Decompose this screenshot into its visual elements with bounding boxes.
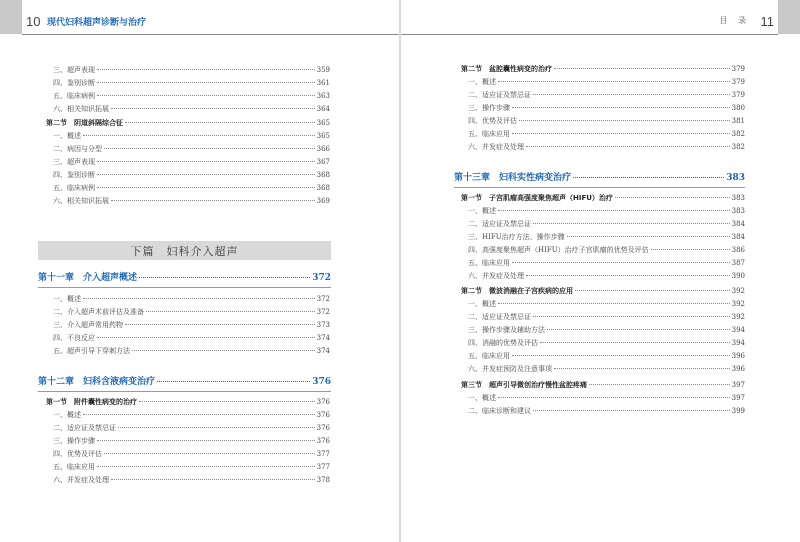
toc-entry[interactable] xyxy=(53,423,330,435)
toc-entry[interactable] xyxy=(53,307,330,319)
toc-entry-title: 六、并发症及处理 xyxy=(53,476,109,484)
toc-entry-title: 五、临床应用 xyxy=(468,259,510,267)
toc-entry-title: 四、鉴别诊断 xyxy=(53,79,95,87)
toc-entry-page: 383 xyxy=(731,207,745,215)
toc-entry[interactable] xyxy=(53,436,330,448)
left-header-rule xyxy=(22,34,399,35)
toc-entry-title: 五、临床应用 xyxy=(468,130,510,138)
toc-entry[interactable] xyxy=(468,206,745,218)
toc-entry-title: 一、概述 xyxy=(53,411,81,419)
toc-dot-leader xyxy=(83,135,315,136)
toc-entry-page: 382 xyxy=(731,143,745,151)
toc-dot-leader xyxy=(83,414,315,415)
toc-entry[interactable] xyxy=(468,129,745,141)
toc-entry-title: 二、介入超声术前评估及准备 xyxy=(53,308,144,316)
toc-chapter-title: 第十一章 介入超声概述 xyxy=(38,273,138,283)
toc-dot-leader xyxy=(575,290,730,291)
toc-dot-leader xyxy=(540,342,730,343)
toc-chapter[interactable] xyxy=(454,170,745,184)
toc-entry-title: 五、临床应用 xyxy=(53,463,95,471)
toc-entry[interactable] xyxy=(468,312,745,324)
toc-entry[interactable] xyxy=(53,65,330,77)
toc-dot-leader xyxy=(498,210,730,211)
right-header-rule xyxy=(401,34,778,35)
part-title: 下篇 妇科介入超声 xyxy=(130,245,239,258)
chapter-rule xyxy=(38,391,331,392)
chapter-rule xyxy=(38,287,331,288)
toc-chapter-title: 第十三章 妇科实性病变治疗 xyxy=(454,173,572,183)
toc-section-page: 383 xyxy=(731,194,745,202)
toc-dot-leader xyxy=(97,69,315,70)
toc-entry[interactable] xyxy=(53,78,330,90)
toc-dot-leader xyxy=(104,148,315,149)
toc-entry-title: 三、超声表现 xyxy=(53,66,95,74)
toc-entry-page: 392 xyxy=(731,313,745,321)
toc-dot-leader xyxy=(533,316,730,317)
toc-dot-leader xyxy=(573,177,724,178)
toc-entry-page: 377 xyxy=(316,450,330,458)
toc-dot-leader xyxy=(519,120,730,121)
toc-entry[interactable] xyxy=(468,325,745,337)
toc-dot-leader xyxy=(157,381,310,382)
toc-dot-leader xyxy=(97,466,315,467)
toc-entry[interactable] xyxy=(53,294,330,306)
running-head: 目 录 xyxy=(719,16,750,25)
toc-dot-leader xyxy=(615,197,730,198)
toc-entry-page: 369 xyxy=(316,197,330,205)
toc-entry-title: 四、高强度聚焦超声（HIFU）治疗子宫肌瘤的优势及评估 xyxy=(468,246,649,254)
toc-entry-page: 368 xyxy=(316,184,330,192)
toc-entry-page: 368 xyxy=(316,171,330,179)
toc-entry[interactable] xyxy=(468,232,745,244)
toc-entry-title: 六、相关知识拓展 xyxy=(53,105,109,113)
toc-dot-leader xyxy=(533,94,730,95)
toc-entry[interactable] xyxy=(53,410,330,422)
toc-dot-leader xyxy=(526,146,730,147)
toc-dot-leader xyxy=(567,236,730,237)
toc-entry-title: 四、消融的优势及评估 xyxy=(468,339,538,347)
toc-entry[interactable] xyxy=(53,333,330,345)
toc-entry[interactable] xyxy=(53,449,330,461)
toc-dot-leader xyxy=(533,223,730,224)
toc-entry[interactable] xyxy=(53,346,330,358)
chapter-rule xyxy=(454,187,745,188)
toc-entry-title: 五、临床病例 xyxy=(53,92,95,100)
toc-entry[interactable] xyxy=(468,299,745,311)
toc-entry-page: 394 xyxy=(731,326,745,334)
toc-entry-page: 372 xyxy=(316,308,330,316)
toc-entry-title: 三、HIFU治疗方法、操作步骤 xyxy=(468,233,565,241)
toc-entry-page: 381 xyxy=(731,117,745,125)
toc-chapter-page: 372 xyxy=(312,273,331,283)
toc-entry-title: 一、概述 xyxy=(468,207,496,215)
left-page-header xyxy=(0,0,399,40)
toc-entry[interactable] xyxy=(468,116,745,128)
toc-entry-page: 374 xyxy=(316,347,330,355)
toc-dot-leader xyxy=(118,427,315,428)
toc-entry[interactable] xyxy=(468,245,745,257)
toc-section-page: 365 xyxy=(316,119,330,127)
toc-dot-leader xyxy=(139,277,310,278)
toc-entry-title: 六、相关知识拓展 xyxy=(53,197,109,205)
toc-section[interactable] xyxy=(461,193,745,205)
toc-entry[interactable] xyxy=(468,364,745,376)
toc-chapter-page: 376 xyxy=(312,377,331,387)
toc-dot-leader xyxy=(547,329,730,330)
toc-entry-page: 394 xyxy=(731,339,745,347)
toc-entry[interactable] xyxy=(53,196,330,208)
toc-entry-title: 二、适应证及禁忌证 xyxy=(468,313,531,321)
toc-dot-leader xyxy=(97,440,315,441)
toc-dot-leader xyxy=(554,368,730,369)
toc-section-page: 379 xyxy=(731,65,745,73)
toc-section[interactable] xyxy=(461,64,745,76)
toc-entry-page: 384 xyxy=(731,233,745,241)
toc-entry-page: 377 xyxy=(316,463,330,471)
toc-section[interactable] xyxy=(46,397,330,409)
toc-dot-leader xyxy=(526,275,730,276)
book-title: 现代妇科超声诊断与治疗 xyxy=(47,18,147,28)
toc-entry-title: 六、并发症及处理 xyxy=(468,143,524,151)
toc-section-title: 第二节 盆腔囊性病变的治疗 xyxy=(461,65,552,73)
toc-entry-page: 378 xyxy=(316,476,330,484)
toc-dot-leader xyxy=(589,384,730,385)
toc-entry-title: 三、介入超声常用药物 xyxy=(53,321,123,329)
toc-entry-page: 384 xyxy=(731,220,745,228)
toc-dot-leader xyxy=(554,68,730,69)
toc-entry-page: 372 xyxy=(316,295,330,303)
right-page-header xyxy=(401,0,800,40)
toc-section-title: 第一节 子宫肌瘤高强度聚焦超声（HIFU）治疗 xyxy=(461,194,613,202)
toc-entry-title: 一、概述 xyxy=(53,295,81,303)
toc-entry-title: 一、概述 xyxy=(468,78,496,86)
toc-entry-title: 一、概述 xyxy=(468,394,496,402)
toc-entry-title: 五、临床应用 xyxy=(468,352,510,360)
toc-entry[interactable] xyxy=(468,77,745,89)
toc-entry[interactable] xyxy=(53,144,330,156)
toc-entry[interactable] xyxy=(468,271,745,283)
toc-section-title: 第一节 附件囊性病变的治疗 xyxy=(46,398,137,406)
toc-entry-page: 373 xyxy=(316,321,330,329)
toc-entry[interactable] xyxy=(53,475,330,487)
toc-entry-page: 387 xyxy=(731,259,745,267)
toc-section[interactable] xyxy=(461,380,745,392)
toc-entry-page: 363 xyxy=(316,92,330,100)
toc-entry-title: 一、概述 xyxy=(468,300,496,308)
toc-section-title: 第二节 阴道斜隔综合征 xyxy=(46,119,123,127)
page-gutter xyxy=(399,0,401,542)
toc-entry-title: 四、不良反应 xyxy=(53,334,95,342)
toc-entry-page: 386 xyxy=(731,246,745,254)
left-header-bar xyxy=(0,0,22,34)
toc-entry[interactable] xyxy=(53,131,330,143)
toc-chapter-page: 383 xyxy=(726,173,745,183)
toc-dot-leader xyxy=(512,355,730,356)
toc-section-page: 392 xyxy=(731,287,745,295)
toc-entry[interactable] xyxy=(53,91,330,103)
toc-entry-title: 五、超声引导下穿刺方法 xyxy=(53,347,130,355)
toc-entry[interactable] xyxy=(468,219,745,231)
toc-entry-page: 379 xyxy=(731,91,745,99)
toc-entry[interactable] xyxy=(468,103,745,115)
toc-entry-page: 399 xyxy=(731,407,745,415)
toc-entry-title: 一、概述 xyxy=(53,132,81,140)
toc-entry-page: 396 xyxy=(731,352,745,360)
toc-entry-title: 三、超声表现 xyxy=(53,158,95,166)
toc-entry-page: 396 xyxy=(731,365,745,373)
toc-entry-page: 376 xyxy=(316,437,330,445)
toc-dot-leader xyxy=(533,410,730,411)
toc-section-page: 376 xyxy=(316,398,330,406)
toc-entry[interactable] xyxy=(468,142,745,154)
toc-section-title: 第三节 超声引导微创治疗慢性盆腔疼痛 xyxy=(461,381,587,389)
toc-dot-leader xyxy=(97,161,315,162)
toc-entry[interactable] xyxy=(53,183,330,195)
toc-entry-page: 376 xyxy=(316,411,330,419)
toc-entry[interactable] xyxy=(53,157,330,169)
toc-section[interactable] xyxy=(461,286,745,298)
toc-entry-title: 六、并发症预防及注意事项 xyxy=(468,365,552,373)
toc-entry[interactable] xyxy=(53,104,330,116)
toc-entry-title: 三、操作步骤 xyxy=(53,437,95,445)
toc-entry-title: 二、适应证及禁忌证 xyxy=(468,91,531,99)
toc-dot-leader xyxy=(498,81,730,82)
right-page-number: 11 xyxy=(760,14,774,29)
toc-dot-leader xyxy=(139,401,315,402)
toc-entry-title: 二、适应证及禁忌证 xyxy=(53,424,116,432)
toc-dot-leader xyxy=(111,479,315,480)
toc-entry-title: 五、临床病例 xyxy=(53,184,95,192)
toc-entry-page: 390 xyxy=(731,272,745,280)
toc-dot-leader xyxy=(146,311,315,312)
toc-entry[interactable] xyxy=(468,338,745,350)
toc-entry[interactable] xyxy=(53,320,330,332)
toc-dot-leader xyxy=(97,187,315,188)
toc-dot-leader xyxy=(651,249,730,250)
toc-entry-title: 二、病因与分型 xyxy=(53,145,102,153)
toc-section[interactable] xyxy=(46,118,330,130)
toc-chapter[interactable] xyxy=(38,270,331,284)
toc-dot-leader xyxy=(97,174,315,175)
toc-dot-leader xyxy=(83,298,315,299)
toc-dot-leader xyxy=(104,453,315,454)
toc-entry-title: 二、临床诊断和建议 xyxy=(468,407,531,415)
toc-entry-title: 四、鉴别诊断 xyxy=(53,171,95,179)
toc-entry-page: 392 xyxy=(731,300,745,308)
toc-entry-page: 379 xyxy=(731,78,745,86)
toc-entry-page: 359 xyxy=(316,66,330,74)
toc-entry[interactable] xyxy=(468,258,745,270)
toc-entry-page: 397 xyxy=(731,394,745,402)
toc-dot-leader xyxy=(125,122,315,123)
toc-entry-title: 三、操作步骤 xyxy=(468,104,510,112)
toc-entry-page: 374 xyxy=(316,334,330,342)
toc-dot-leader xyxy=(498,397,730,398)
toc-dot-leader xyxy=(97,337,315,338)
toc-dot-leader xyxy=(512,262,730,263)
toc-entry-page: 361 xyxy=(316,79,330,87)
toc-dot-leader xyxy=(132,350,315,351)
toc-entry-page: 366 xyxy=(316,145,330,153)
toc-entry[interactable] xyxy=(53,462,330,474)
left-page-number: 10 xyxy=(26,14,41,29)
toc-entry-title: 六、并发症及处理 xyxy=(468,272,524,280)
toc-entry-title: 四、优势及评估 xyxy=(53,450,102,458)
toc-dot-leader xyxy=(512,133,730,134)
toc-entry[interactable] xyxy=(468,90,745,102)
toc-section-page: 397 xyxy=(731,381,745,389)
toc-entry-page: 364 xyxy=(316,105,330,113)
toc-entry[interactable] xyxy=(468,393,745,405)
toc-dot-leader xyxy=(125,324,315,325)
toc-chapter[interactable] xyxy=(38,374,331,388)
toc-entry-page: 376 xyxy=(316,424,330,432)
part-banner xyxy=(38,241,331,260)
toc-dot-leader xyxy=(498,303,730,304)
toc-entry-page: 367 xyxy=(316,158,330,166)
toc-dot-leader xyxy=(97,95,315,96)
toc-dot-leader xyxy=(111,108,315,109)
toc-entry-page: 380 xyxy=(731,104,745,112)
toc-entry[interactable] xyxy=(468,406,745,418)
toc-chapter-title: 第十二章 妇科含液病变治疗 xyxy=(38,377,156,387)
toc-dot-leader xyxy=(111,200,315,201)
toc-entry-page: 382 xyxy=(731,130,745,138)
toc-section-title: 第二节 微波消融在子宫疾病的应用 xyxy=(461,287,573,295)
toc-dot-leader xyxy=(97,82,315,83)
toc-entry[interactable] xyxy=(53,170,330,182)
toc-entry-title: 二、适应证及禁忌证 xyxy=(468,220,531,228)
toc-entry-page: 365 xyxy=(316,132,330,140)
toc-dot-leader xyxy=(512,107,730,108)
right-header-bar xyxy=(778,0,800,34)
toc-entry-title: 三、操作步骤及辅助方法 xyxy=(468,326,545,334)
toc-entry-title: 四、优势及评估 xyxy=(468,117,517,125)
toc-entry[interactable] xyxy=(468,351,745,363)
